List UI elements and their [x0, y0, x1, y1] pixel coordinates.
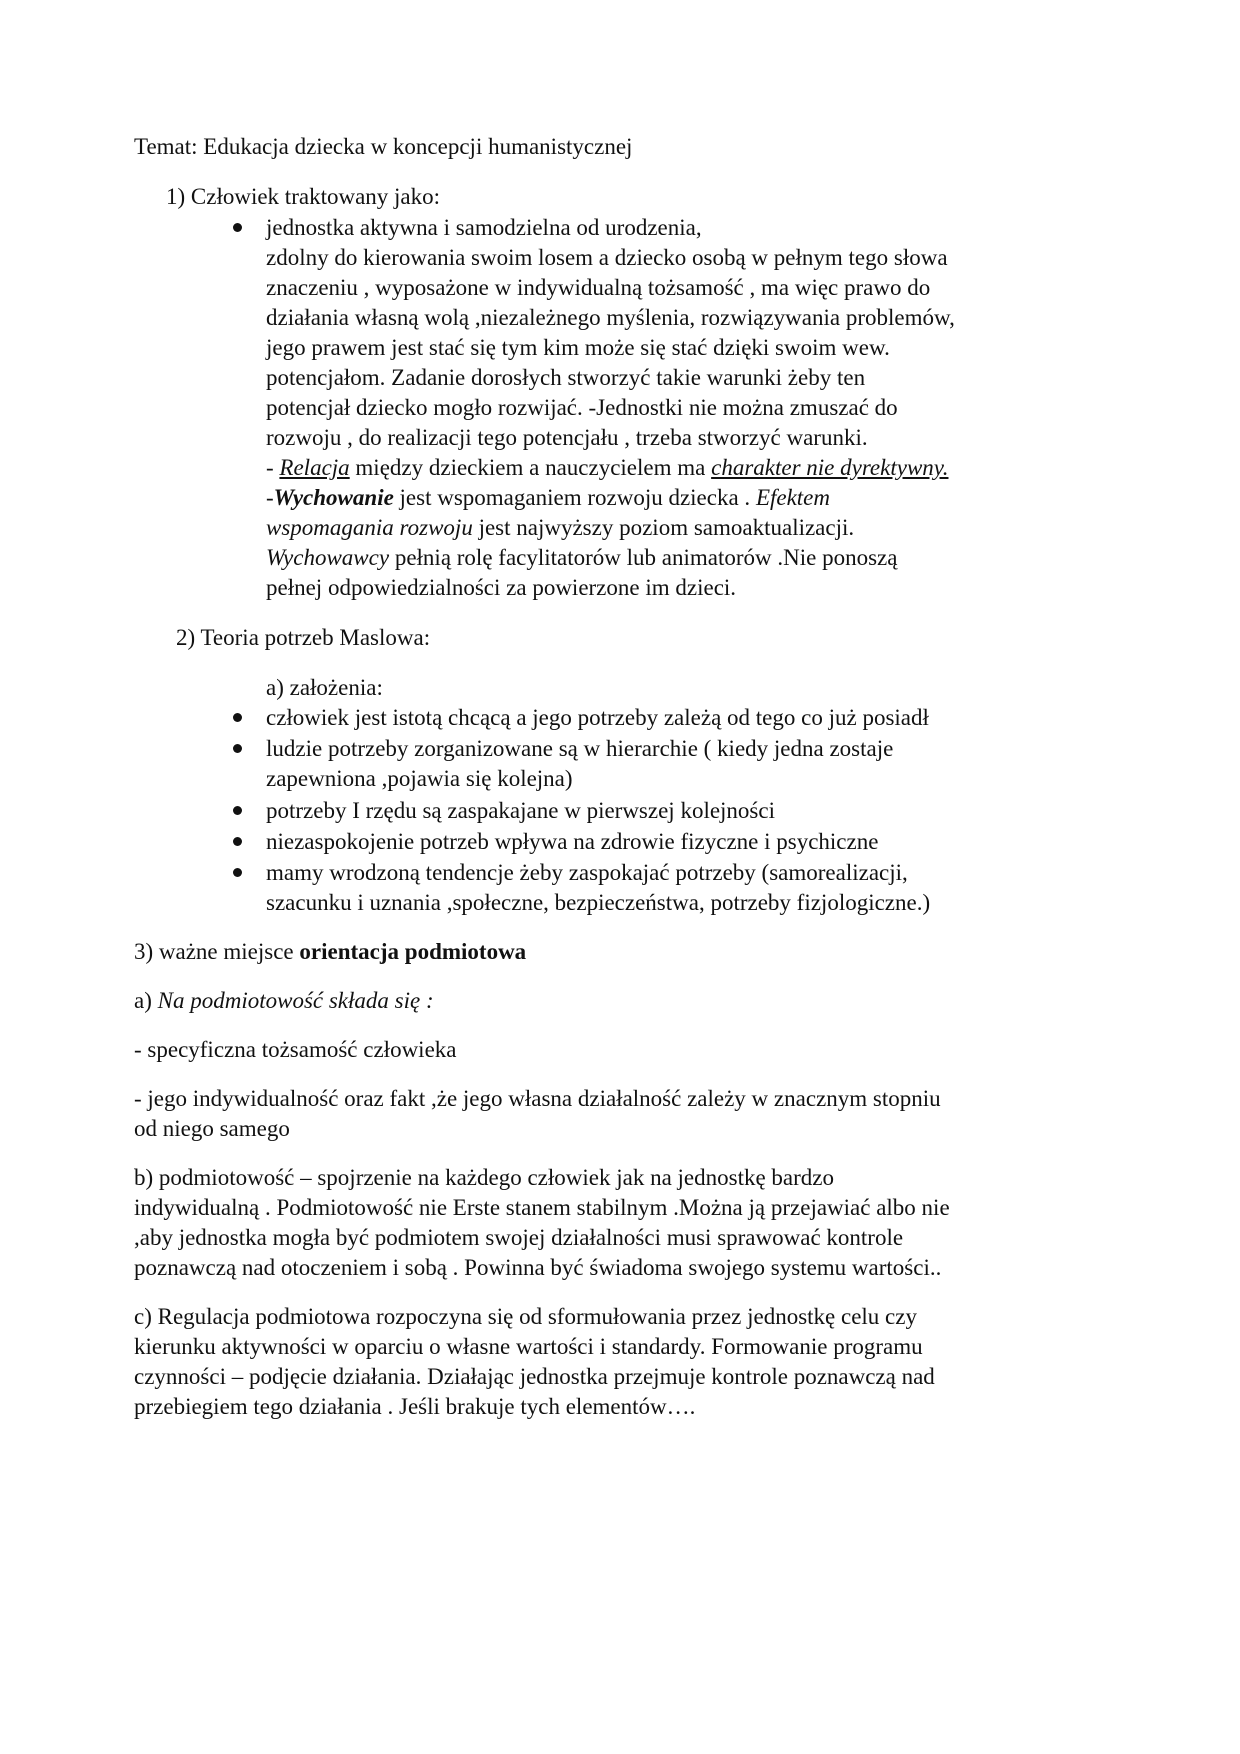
section2-heading: 2) Teoria potrzeb Maslowa:	[176, 625, 431, 650]
section2-subheading: a) założenia:	[266, 675, 383, 700]
section3-dash-item: - specyficzna tożsamość człowieka	[134, 1037, 457, 1062]
bullet-icon	[233, 806, 242, 815]
section1-bullet-text: jednostka aktywna i samodzielna od urodzenia,	[266, 215, 702, 240]
section3-heading-prefix: 3) ważne miejsce	[134, 939, 300, 964]
wspomagania-emph: wspomagania rozwoju	[266, 515, 473, 540]
wspomagania-line	[266, 511, 854, 544]
section1-line: działania własną wolą ,niezależnego myślenia, rozwiązywania problemów,	[266, 305, 955, 330]
wychowanie-prefix: -	[266, 485, 274, 510]
relacja-prefix: -	[266, 455, 280, 480]
section3-b-paragraph: poznawczą nad otoczeniem i sobą . Powinna być świadoma swojego systemu wartości..	[134, 1255, 942, 1280]
relacja-line	[266, 451, 948, 484]
section3-a-heading	[134, 984, 434, 1017]
section3-a-prefix: a)	[134, 988, 158, 1013]
section1-last-line: pełnej odpowiedzialności za powierzone im dzieci.	[266, 575, 737, 600]
wspomagania-rest: jest najwyższy poziom samoaktualizacji.	[472, 515, 855, 540]
bullet-icon	[233, 713, 242, 722]
bullet-icon	[233, 744, 242, 753]
section3-a-italic: Na podmiotowość składa się :	[157, 988, 434, 1013]
section2-bullet-text: mamy wrodzoną tendencje żeby zaspokajać potrzeby (samorealizacji,	[266, 860, 908, 885]
section3-heading	[134, 935, 526, 968]
section3-dash-item: od niego samego	[134, 1116, 290, 1141]
relacja-emph: charakter nie dyrektywny.	[711, 455, 949, 480]
wychowawcy-line	[266, 541, 897, 574]
section1-line: znaczeniu , wyposażone w indywidualną tożsamość , ma więc prawo do	[266, 275, 931, 300]
section3-b-paragraph: ,aby jednostka mogła być podmiotem swojej działalności musi sprawować kontrole	[134, 1225, 904, 1250]
section2-bullet-text: ludzie potrzeby zorganizowane są w hierarchie ( kiedy jedna zostaje	[266, 736, 894, 761]
section3-c-paragraph: czynności – podjęcie działania. Działając jednostka przejmuje kontrole poznawczą nad	[134, 1364, 935, 1389]
section3-c-paragraph: przebiegiem tego działania . Jeśli brakuje tych elementów….	[134, 1394, 696, 1419]
section2-bullet-text: człowiek jest istotą chcącą a jego potrzeby zależą od tego co już posiadł	[266, 705, 929, 730]
section1-line: rozwoju , do realizacji tego potencjału , trzeba stworzyć warunki.	[266, 425, 868, 450]
efektem-emph: Efektem	[755, 485, 831, 510]
section2-bullet-text: zapewniona ,pojawia się kolejna)	[266, 766, 573, 791]
document-title: Temat: Edukacja dziecka w koncepcji humanistycznej	[134, 134, 633, 159]
section2-bullet-text: szacunku i uznania ,społeczne, bezpieczeństwa, potrzeby fizjologiczne.)	[266, 890, 931, 915]
section3-c-paragraph: c) Regulacja podmiotowa rozpoczyna się od sformułowania przez jednostkę celu czy	[134, 1304, 917, 1329]
relacja-middle: między dzieckiem a nauczycielem ma	[349, 455, 712, 480]
wychowanie-middle: jest wspomaganiem rozwoju dziecka .	[393, 485, 756, 510]
section3-heading-bold: orientacja podmiotowa	[299, 939, 527, 964]
relacja-term: Relacja	[279, 455, 350, 480]
section1-line: zdolny do kierowania swoim losem a dziecko osobą w pełnym tego słowa	[266, 245, 948, 270]
section2-bullet-text: niezaspokojenie potrzeb wpływa na zdrowie fizyczne i psychiczne	[266, 829, 879, 854]
section3-b-paragraph: indywidualną . Podmiotowość nie Erste stanem stabilnym .Można ją przejawiać albo nie	[134, 1195, 950, 1220]
section1-line: potencjałom. Zadanie dorosłych stworzyć takie warunki żeby ten	[266, 365, 866, 390]
bullet-icon	[233, 223, 242, 232]
bullet-icon	[233, 868, 242, 877]
wychowawcy-rest: pełnią rolę facylitatorów lub animatorów .Nie ponoszą	[389, 545, 898, 570]
section2-bullet-text: potrzeby I rzędu są zaspakajane w pierwszej kolejności	[266, 798, 775, 823]
bullet-icon	[233, 837, 242, 846]
wychowanie-term: Wychowanie	[273, 485, 394, 510]
section1-heading: 1) Człowiek traktowany jako:	[166, 184, 441, 209]
wychowawcy-emph: Wychowawcy	[266, 545, 390, 570]
section1-line: jego prawem jest stać się tym kim może się stać dzięki swoim wew.	[266, 335, 890, 360]
section1-line: potencjał dziecko mogło rozwijać. -Jednostki nie można zmuszać do	[266, 395, 898, 420]
section3-c-paragraph: kierunku aktywności w oparciu o własne wartości i standardy. Formowanie programu	[134, 1334, 923, 1359]
section3-dash-item: - jego indywidualność oraz fakt ,że jego własna działalność zależy w znacznym stopniu	[134, 1086, 941, 1111]
section3-b-paragraph: b) podmiotowość – spojrzenie na każdego człowiek jak na jednostkę bardzo	[134, 1165, 834, 1190]
wychowanie-line	[266, 481, 830, 514]
